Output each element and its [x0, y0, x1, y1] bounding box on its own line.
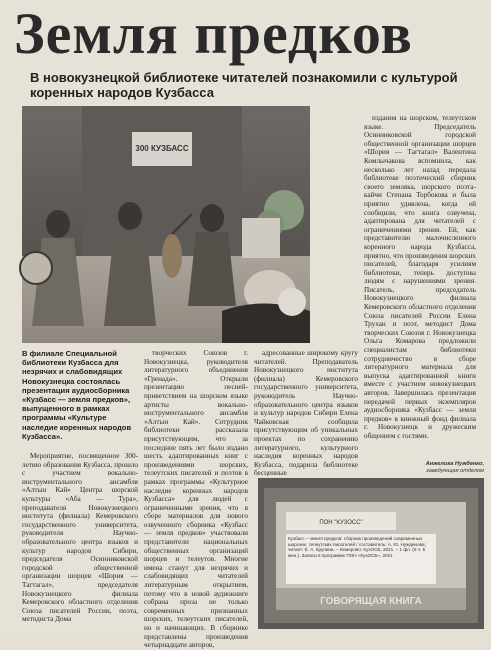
column-2-text: творческих Союзов г. Новокузнецка, руководителя литературного объединения «Гренада». Открыли презентацию песней-приветствием на шорском языке артисты вокально-инструментального ансамбля «Алтын Кай». Сотрудник библиотеки рассказала присутствующим, что за последние пять лет было издано шесть адаптированных книг с произведениями шорских, телеутских писателей и поэтов в рамках программы «Культурное наследие коренных народов Кузбасса» для людей с ограниченными зрения, что в сборе материалов для нового озвученного сборника «Кузбасс — земля предков» участвовали представители национальных общественных организаций шорцев и телеутов. Многие имена станут для незрячих и слабовидящих читателей литературным открытием, потому что в новой аудиокниге собрана проза не только современных признанных шорских, телеутских писателей, но и начинающих. В сборнике представлены произведения четырнадцати авторов,: [144, 349, 248, 650]
performance-illustration: [22, 106, 310, 343]
photo-audiobook: [258, 478, 484, 629]
package-description: Кузбасс – земля предков: сборник произведений современных шорских, телеутских писателей / составитель: А. Ю. Нуждинова; читает: Е. А. Крупина. – Кемерово: КузОСБ, 2021. – 1 фл. (5 ч. 5 мин.). Записи в программе ПОН «КузОСБ», 2021: [288, 536, 426, 558]
column-4-text: издания на шорском, телеутском языке. Председатель Осинниковской городской общественной организации шорцев «Шория — Тагтагал» Валентина Комлычакова вспомнила, как несколько лет назад передала библиотеке поэтический сборник своего земляка, шорского поэта-кайчи Степана Торбокова и была приятно удивлена, когда ей сообщили, что книга озвучена, адаптирована для читателей с ограничениями зрения. Ей, как представителю малочисленного коренного народа Кузбасса, приятно, что произведения шорских писателей, благодаря усилиям библиотеки, теперь доступны людям с нарушениями зрения. Писатель, председатель Новокузнецкого филиала Кемеровского областного отделения Союза писателей России Елена Трухан и поэт, методист Дома творческих Союзов г. Новокузнецка Ольга Комарова предложили специалистам библиотеки сотрудничество в сборе литературного материала для выпуска адаптированной книги вместе с участием новокузнецких авторов. Завершилась презентация передачей первых экземпляров аудиосборника «Кузбасс — земля предков» в книжный фонд филиала г. Новокузнецк и дружеским общением с гостями.: [364, 114, 476, 440]
article-column-4: [364, 114, 476, 457]
article-column-3: [254, 349, 358, 476]
package-label-bottom: ГОВОРЯЩАЯ КНИГА: [320, 596, 422, 607]
package-label-top: ПОН "КУЗОСС": [319, 520, 363, 526]
article-column-1: [22, 452, 138, 628]
column-3-text: адресованные широкому кругу читателей. Преподаватель Новокузнецкого института (филиала) Кемеровского государственного университета, руководитель Научно-образовательного центра языков и культур народов Сибири Елена Чайковская сообщила присутствующим об уникальных проектах по сохранению литературного, культурного наследия коренных народов Кузбасса, подарила библиотеке бесценные: [254, 349, 358, 478]
article-column-2: [144, 349, 248, 650]
photo-performance: [22, 106, 310, 343]
column-1-text: Мероприятие, посвященное 300-летию образования Кузбасса, прошло с участием вокально-инструментального ансамбля «Алтын Кай» Центра шорской культуры «Аба — Тура», преподавателя Новокузнецкого института (филиала) Кемеровского государственного университета, руководителя Научно-образовательного центра языков и культур народов Сибири, председателя Осинниковской городской общественной организации шорцев «Шория — Тагтагал», председателя Новокузнецкого филиала Кемеровского областного отделения Союза писателей России, поэта, методиста Дома: [22, 452, 138, 624]
lead-paragraph: В филиале Специальной библиотеки Кузбасса для незрячих и слабовидящих Новокузнецка состоялась презентация аудиосборника «Кузбасс — земля предков», выпущенного в рамках программы «Культуре наследие коренных народов Кузбасса».: [22, 349, 132, 441]
author-caption: [380, 461, 484, 475]
subheadline: В новокузнецкой библиотеке читателей познакомили с культурой коренных народов Кузбасса: [30, 70, 458, 100]
headline: Земля предков: [14, 1, 413, 66]
audiobook-illustration: [258, 478, 484, 629]
author-name: Анжелика Нужденко,: [425, 461, 484, 467]
author-role: заведующая отделом: [426, 468, 484, 474]
banner-text: 300 КУЗБАСС: [135, 144, 189, 153]
